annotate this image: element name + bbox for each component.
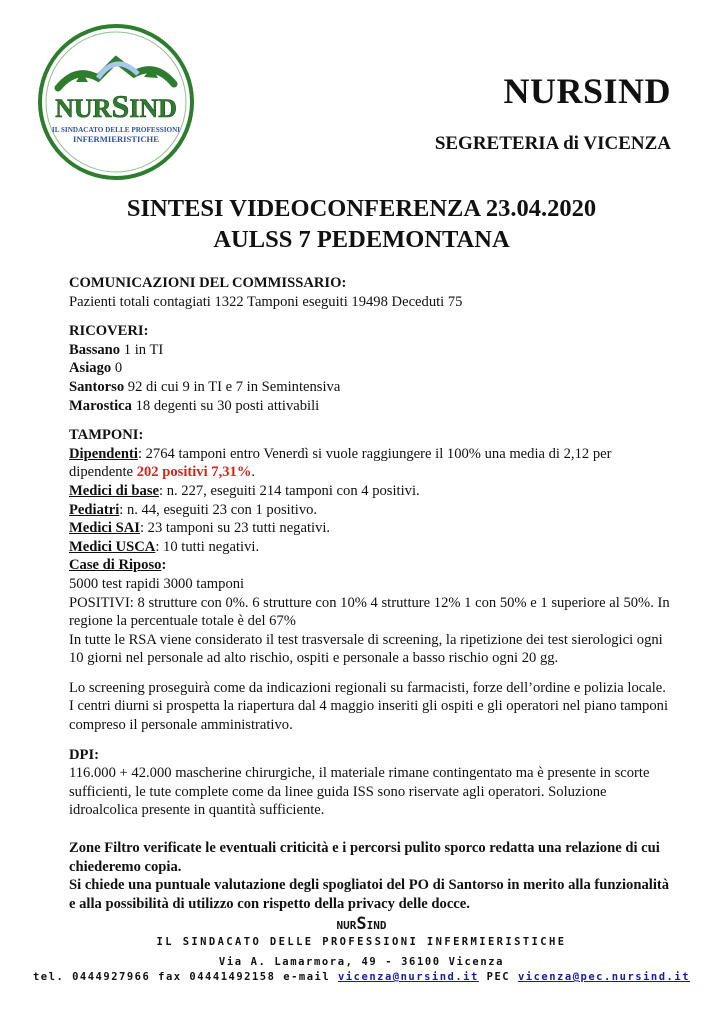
email-link[interactable]: vicenza@nursind.it: [338, 971, 479, 983]
rsa-text: In tutte le RSA viene considerato il test trasversale di screening, la ripetizione dei test sierologici ogni 10 giorni nel personale ad alto rischio, ospiti e personale a basso rischio ogni 20 gg.: [69, 631, 663, 667]
document-body: [69, 274, 679, 913]
tamponi-item: Medici SAI: 23 tamponi su 23 tutti negativi.: [69, 520, 331, 537]
ricoveri-item: Asiago 0: [69, 360, 123, 377]
svg-text:NURSIND: [55, 88, 177, 124]
ricoveri-item: Bassano 1 in TI: [69, 341, 164, 358]
ricoveri-item: Santorso 92 di cui 9 in TI e 7 in Semintensiva: [69, 378, 341, 395]
commissario-text: Pazienti totali contagiati 1322 Tamponi eseguiti 19498 Deceduti 75: [69, 293, 463, 310]
positivi-text: POSITIVI: 8 strutture con 0%. 6 strutture con 10% 4 strutture 12% 1 con 50% e 1 superiore al 50%. In regione la percentuale totale è del 67%: [69, 594, 670, 630]
document-title-line-1: SINTESI VIDEOCONFERENZA 23.04.2020: [126, 195, 597, 222]
footer-brand: NURSIND: [336, 914, 387, 934]
logo-tagline-2: INFERMIERISTICHE: [73, 134, 159, 144]
tamponi-heading: TAMPONI:: [69, 427, 144, 444]
footer-tagline: IL SINDACATO DELLE PROFESSIONI INFERMIERISTICHE: [156, 936, 567, 948]
ricoveri-heading: RICOVERI:: [69, 323, 149, 340]
logo-brand-part2: S: [111, 88, 130, 124]
tamponi-item: Medici USCA: 10 tutti negativi.: [69, 538, 260, 555]
case-di-riposo-text: 5000 test rapidi 3000 tamponi: [69, 575, 245, 592]
logo-brand-part1: NUR: [55, 94, 112, 123]
screening-text: Lo screening proseguirà come da indicazioni regionali su farmacisti, forze dell’ordine e polizia locale.: [69, 679, 666, 696]
closing-paragraph-2: Si chiede una puntuale valutazione degli spogliatoi del PO di Santorso in merito alla funzionalità e alla possibilità di utilizzo con rispetto della privacy delle docce.: [69, 877, 670, 912]
document-title: [0, 193, 723, 255]
case-di-riposo-heading: Case di Riposo:: [69, 557, 167, 574]
org-title: NURSIND: [503, 71, 671, 111]
tamponi-item: Pediatri: n. 44, eseguiti 23 con 1 positivo.: [69, 501, 318, 518]
logo-tagline-1: IL SINDACATO DELLE PROFESSIONI: [51, 126, 181, 134]
pec-link[interactable]: vicenza@pec.nursind.it: [517, 971, 691, 983]
closing-paragraph-1: Zone Filtro verificate le eventuali criticità e i percorsi pulito sporco redatta una relazione di cui chiederemo copia.: [69, 840, 660, 875]
ricoveri-item: Marostica 18 degenti su 30 posti attivabili: [69, 397, 320, 414]
tamponi-dipendenti: Dipendenti: 2764 tamponi entro Venerdì si vuole raggiungere il 100% una media di 2,12 per dipendente 202 positivi 7,31%.: [69, 445, 612, 481]
centri-diurni-text: I centri diurni si prospetta la riapertura dal 4 maggio inseriti gli ospiti e gli operatori nel piano tamponi compreso il personale amministrativo.: [69, 698, 668, 734]
dpi-heading: DPI:: [69, 746, 99, 763]
nursind-logo: [36, 22, 196, 182]
dpi-text: 116.000 + 42.000 mascherine chirurgiche, il materiale rimane contingentato ma è presente in scorte sufficienti, le tute complete come da linee guida ISS sono riservate agli operatori. Soluzione idroalcolica presente in quantità sufficiente.: [69, 765, 650, 819]
document-title-line-2: AULSS 7 PEDEMONTANA: [213, 226, 510, 253]
org-subtitle: SEGRETERIA di VICENZA: [434, 133, 671, 154]
footer-address: Via A. Lamarmora, 49 - 36100 Vicenza: [218, 956, 505, 968]
positive-highlight: 202 positivi 7,31%: [136, 464, 252, 481]
tamponi-item: Medici di base: n. 227, eseguiti 214 tamponi con 4 positivi.: [69, 482, 420, 499]
footer-contacts: tel. 0444927966 fax 04441492158 e-mail vicenza@nursind.it PEC vicenza@pec.nursind.it: [32, 971, 691, 983]
logo-brand-part3: IND: [129, 94, 177, 123]
commissario-heading: COMUNICAZIONI DEL COMMISSARIO:: [69, 275, 347, 291]
